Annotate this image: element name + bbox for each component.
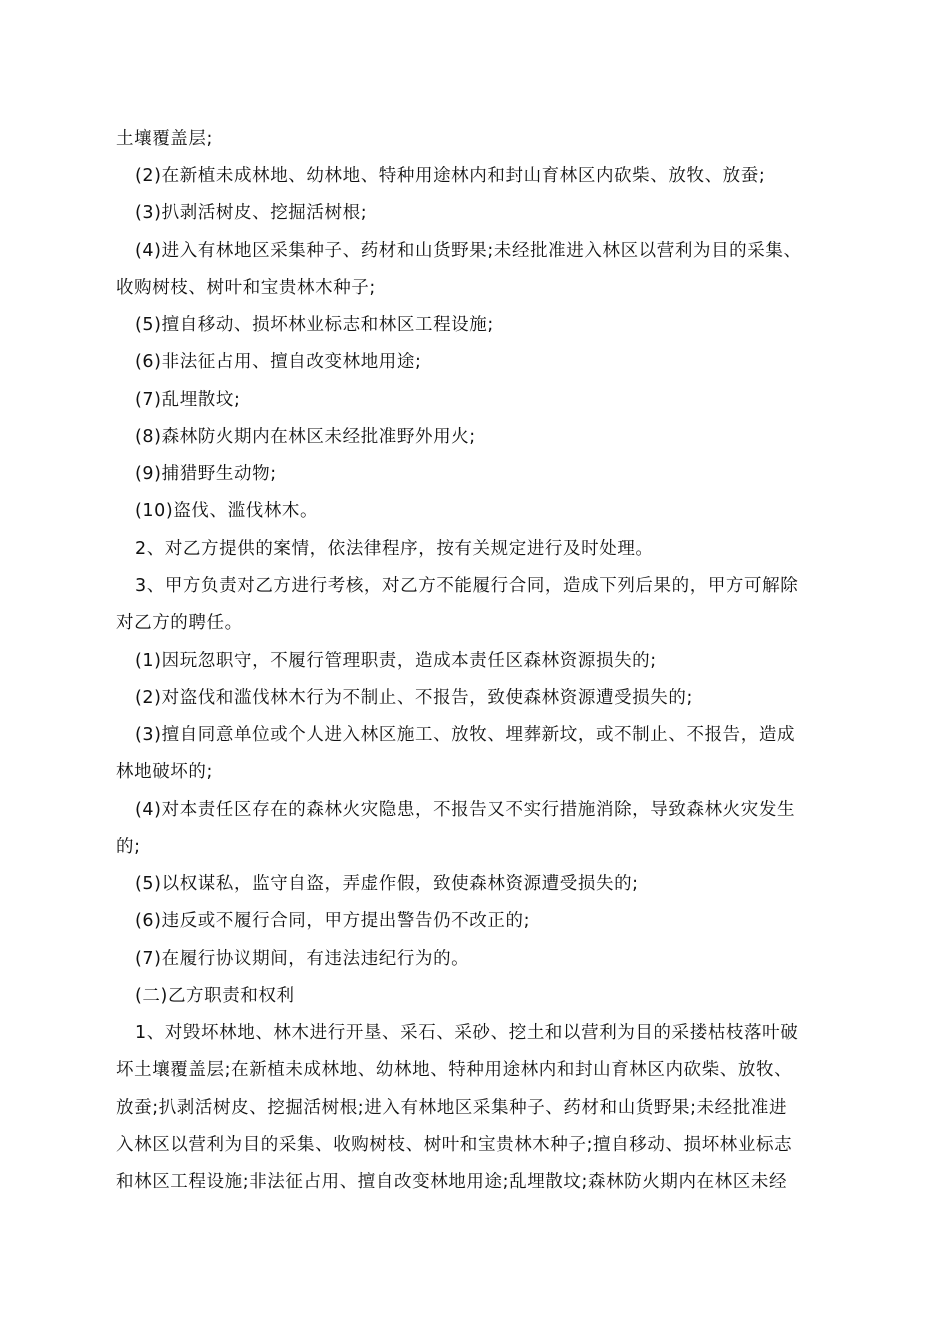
list-item: (6)违反或不履行合同，甲方提出警告仍不改正的;	[135, 911, 531, 931]
list-item: (8)森林防火期内在林区未经批准野外用火;	[135, 427, 476, 447]
list-item: (5)擅自移动、损坏林业标志和林区工程设施;	[135, 315, 494, 335]
paragraph: 1、对毁坏林地、林木进行开垦、采石、采砂、挖土和以营利为目的采搂枯枝落叶破	[135, 1023, 799, 1043]
text-line: 对乙方的聘任。	[116, 613, 243, 633]
list-item: (7)乱埋散坟;	[135, 390, 241, 410]
list-item: (6)非法征占用、擅自改变林地用途;	[135, 352, 422, 372]
list-item: (9)捕猎野生动物;	[135, 464, 277, 484]
paragraph: 3、甲方负责对乙方进行考核，对乙方不能履行合同，造成下列后果的，甲方可解除	[135, 576, 799, 596]
text-line: 收购树枝、树叶和宝贵林木种子;	[116, 278, 376, 298]
list-item: (10)盗伐、滥伐林木。	[135, 501, 319, 521]
section-heading: (二)乙方职责和权利	[135, 986, 295, 1006]
paragraph: 2、对乙方提供的案情，依法律程序，按有关规定进行及时处理。	[135, 539, 654, 559]
text-line: 坏土壤覆盖层;在新植未成林地、幼林地、特种用途林内和封山育林区内砍柴、放牧、	[116, 1060, 793, 1080]
list-item: (7)在履行协议期间，有违法违纪行为的。	[135, 949, 470, 969]
list-item: (5)以权谋私，监守自盗，弄虚作假，致使森林资源遭受损失的;	[135, 874, 639, 894]
text-line: 的;	[116, 837, 141, 857]
list-item: (3)擅自同意单位或个人进入林区施工、放牧、埋葬新坟，或不制止、不报告，造成	[135, 725, 796, 745]
text-line: 放蚕;扒剥活树皮、挖掘活树根;进入有林地区采集种子、药材和山货野果;未经批准进	[116, 1098, 788, 1118]
list-item: (1)因玩忽职守，不履行管理职责，造成本责任区森林资源损失的;	[135, 651, 657, 671]
list-item: (2)在新植未成林地、幼林地、特种用途林内和封山育林区内砍柴、放牧、放蚕;	[135, 166, 766, 186]
text-line: 林地破坏的;	[116, 762, 213, 782]
list-item: (4)对本责任区存在的森林火灾隐患，不报告又不实行措施消除，导致森林火灾发生	[135, 800, 796, 820]
list-item: (4)进入有林地区采集种子、药材和山货野果;未经批准进入林区以营利为目的采集、	[135, 241, 802, 261]
list-item: (3)扒剥活树皮、挖掘活树根;	[135, 203, 368, 223]
list-item: (2)对盗伐和滥伐林木行为不制止、不报告，致使森林资源遭受损失的;	[135, 688, 693, 708]
text-line: 土壤覆盖层;	[116, 129, 213, 149]
text-line: 入林区以营利为目的采集、收购树枝、树叶和宝贵林木种子;擅自移动、损坏林业标志	[116, 1135, 793, 1155]
text-line: 和林区工程设施;非法征占用、擅自改变林地用途;乱埋散坟;森林防火期内在林区未经	[116, 1172, 788, 1192]
